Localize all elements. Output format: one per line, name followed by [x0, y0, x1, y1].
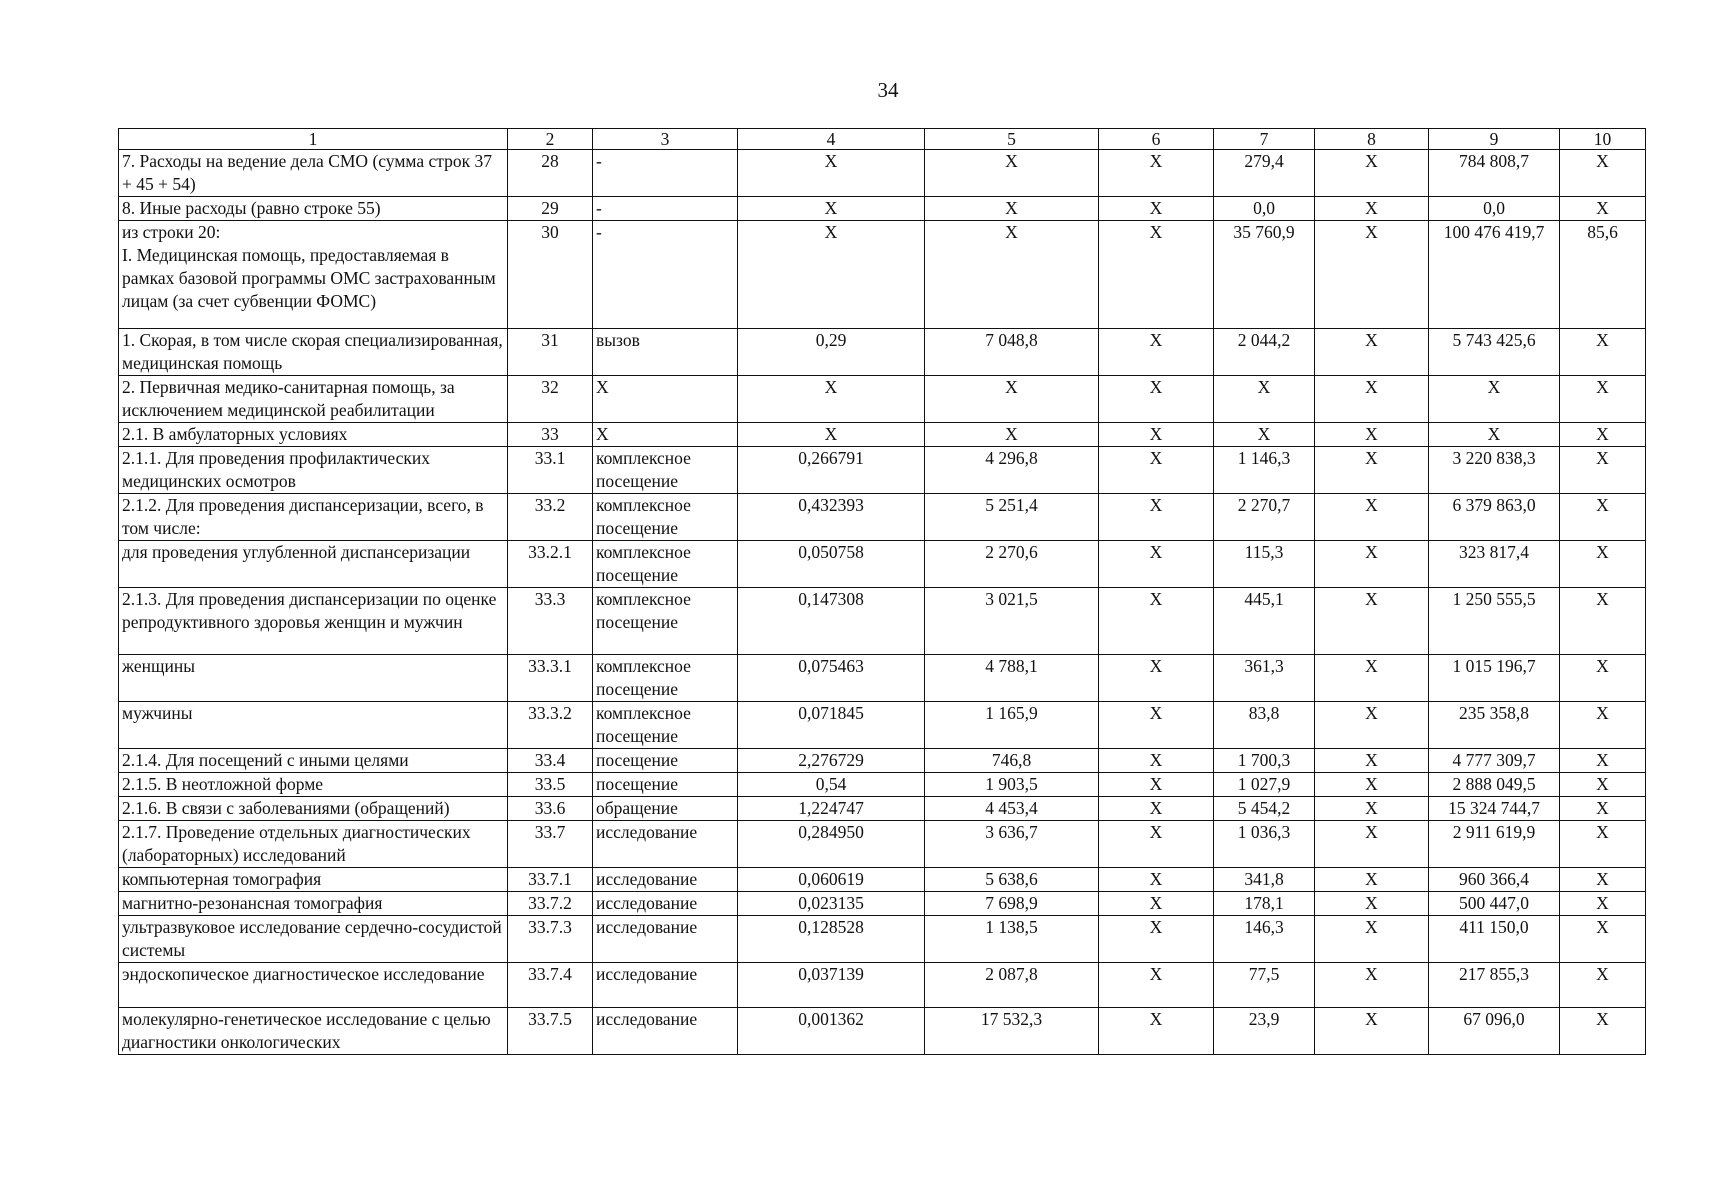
table-cell: 2 270,7 — [1214, 494, 1315, 541]
table-cell: 0,050758 — [738, 541, 925, 588]
table-cell: 29 — [508, 197, 593, 221]
table-cell: 1 700,3 — [1214, 749, 1315, 773]
table-row — [119, 702, 1646, 749]
table-row — [119, 797, 1646, 821]
table-cell: 1 250 555,5 — [1429, 588, 1560, 655]
table-cell: X — [738, 150, 925, 197]
table-cell: 3 220 838,3 — [1429, 447, 1560, 494]
table-cell: 0,075463 — [738, 655, 925, 702]
table-cell: ультразвуковое исследование сердечно-сосудистой системы — [119, 916, 508, 963]
table-cell: X — [1099, 221, 1214, 329]
table-cell: - — [593, 150, 738, 197]
table-cell: 6 379 863,0 — [1429, 494, 1560, 541]
table-cell: X — [1099, 376, 1214, 423]
table-cell: 1 036,3 — [1214, 821, 1315, 868]
table-cell: - — [593, 221, 738, 329]
header-row — [119, 129, 1646, 150]
table-cell: X — [925, 423, 1099, 447]
table-cell: X — [1315, 963, 1429, 1008]
table-cell: 33.3.1 — [508, 655, 593, 702]
table-cell: 0,060619 — [738, 868, 925, 892]
page-number: 34 — [877, 78, 899, 102]
table-cell: X — [1099, 868, 1214, 892]
table-cell: X — [1315, 702, 1429, 749]
table-cell: 1 138,5 — [925, 916, 1099, 963]
table-cell: X — [1099, 916, 1214, 963]
table-cell: X — [1099, 963, 1214, 1008]
table-cell: X — [1315, 773, 1429, 797]
table-cell: 33.7 — [508, 821, 593, 868]
table-cell: 1 165,9 — [925, 702, 1099, 749]
table-cell: 33.1 — [508, 447, 593, 494]
table-cell: X — [925, 221, 1099, 329]
table-cell: 15 324 744,7 — [1429, 797, 1560, 821]
table-cell: X — [738, 197, 925, 221]
table-cell: X — [1315, 221, 1429, 329]
table-cell: X — [1560, 447, 1646, 494]
table-row — [119, 494, 1646, 541]
table-cell: X — [925, 197, 1099, 221]
table-cell: X — [1099, 821, 1214, 868]
table-cell: X — [1560, 773, 1646, 797]
table-cell: 85,6 — [1560, 221, 1646, 329]
table-cell: 7 048,8 — [925, 329, 1099, 376]
table-cell: 2.1.4. Для посещений с иными целями — [119, 749, 508, 773]
table-cell: 28 — [508, 150, 593, 197]
table-cell: 279,4 — [1214, 150, 1315, 197]
column-header: 9 — [1429, 129, 1560, 150]
table-cell: X — [1560, 821, 1646, 868]
table-cell: X — [1315, 868, 1429, 892]
table-cell: 5 251,4 — [925, 494, 1099, 541]
table-cell: из строки 20: I. Медицинская помощь, предоставляемая в рамках базовой программы ОМС застрахованным лицам (за счет субвенции ФОМС) — [119, 221, 508, 329]
table-cell: 23,9 — [1214, 1008, 1315, 1055]
table-cell: 100 476 419,7 — [1429, 221, 1560, 329]
table-cell: X — [1099, 702, 1214, 749]
table-cell: 0,147308 — [738, 588, 925, 655]
table-cell: 361,3 — [1214, 655, 1315, 702]
table-row — [119, 541, 1646, 588]
table-cell: 2 888 049,5 — [1429, 773, 1560, 797]
table-cell: 0,001362 — [738, 1008, 925, 1055]
table-cell: 2 087,8 — [925, 963, 1099, 1008]
table-cell: 2.1.2. Для проведения диспансеризации, всего, в том числе: — [119, 494, 508, 541]
table-row — [119, 1008, 1646, 1055]
table-cell: X — [1214, 376, 1315, 423]
table-cell: X — [1099, 423, 1214, 447]
table-cell: 17 532,3 — [925, 1008, 1099, 1055]
table-cell: 1. Скорая, в том числе скорая специализированная, медицинская помощь — [119, 329, 508, 376]
table-cell: X — [1315, 749, 1429, 773]
table-cell: эндоскопическое диагностическое исследование — [119, 963, 508, 1008]
table-row — [119, 329, 1646, 376]
table-cell: 33.2.1 — [508, 541, 593, 588]
table-cell: комплексное посещение — [593, 702, 738, 749]
table-cell: комплексное посещение — [593, 655, 738, 702]
column-header: 4 — [738, 129, 925, 150]
column-header: 1 — [119, 129, 508, 150]
table-cell: 33 — [508, 423, 593, 447]
table-cell: 32 — [508, 376, 593, 423]
table-cell: 784 808,7 — [1429, 150, 1560, 197]
table-cell: 2.1.6. В связи с заболеваниями (обращений) — [119, 797, 508, 821]
table-cell: X — [1099, 773, 1214, 797]
table-cell: - — [593, 197, 738, 221]
table-cell: 1 146,3 — [1214, 447, 1315, 494]
table-cell: 0,266791 — [738, 447, 925, 494]
table-cell: X — [1560, 892, 1646, 916]
table-cell: 2,276729 — [738, 749, 925, 773]
table-cell: X — [1560, 588, 1646, 655]
table-cell: X — [1560, 494, 1646, 541]
table-row — [119, 197, 1646, 221]
table-cell: 0,54 — [738, 773, 925, 797]
table-cell: 2 044,2 — [1214, 329, 1315, 376]
table-row — [119, 221, 1646, 329]
table-cell: X — [1099, 494, 1214, 541]
table-cell: 33.2 — [508, 494, 593, 541]
table-cell: X — [1315, 197, 1429, 221]
table-cell: X — [1560, 655, 1646, 702]
table-cell: 0,0 — [1429, 197, 1560, 221]
table-cell: обращение — [593, 797, 738, 821]
table-cell: 0,0 — [1214, 197, 1315, 221]
table-cell: 7 698,9 — [925, 892, 1099, 916]
table-cell: комплексное посещение — [593, 494, 738, 541]
table-cell: 33.7.3 — [508, 916, 593, 963]
table-cell: X — [1315, 150, 1429, 197]
table-cell: комплексное посещение — [593, 447, 738, 494]
table-cell: исследование — [593, 1008, 738, 1055]
table-cell: X — [738, 221, 925, 329]
table-cell: 0,128528 — [738, 916, 925, 963]
table-cell: 77,5 — [1214, 963, 1315, 1008]
table-cell: 0,023135 — [738, 892, 925, 916]
table-cell: 0,29 — [738, 329, 925, 376]
table-cell: X — [593, 423, 738, 447]
table-cell: 0,284950 — [738, 821, 925, 868]
table-cell: X — [1099, 797, 1214, 821]
column-header: 7 — [1214, 129, 1315, 150]
table-cell: X — [1560, 797, 1646, 821]
table-cell: X — [1315, 821, 1429, 868]
table-cell: 0,071845 — [738, 702, 925, 749]
table-cell: X — [1315, 541, 1429, 588]
table-cell: 746,8 — [925, 749, 1099, 773]
data-table — [118, 128, 1646, 1055]
column-header: 5 — [925, 129, 1099, 150]
table-cell: 178,1 — [1214, 892, 1315, 916]
table-cell: X — [738, 423, 925, 447]
table-cell: 2 911 619,9 — [1429, 821, 1560, 868]
table-cell: X — [1560, 541, 1646, 588]
table-cell: X — [1099, 541, 1214, 588]
table-cell: посещение — [593, 749, 738, 773]
table-cell: мужчины — [119, 702, 508, 749]
table-cell: X — [1315, 797, 1429, 821]
table-cell: 33.7.1 — [508, 868, 593, 892]
table-cell: X — [925, 150, 1099, 197]
table-cell: 217 855,3 — [1429, 963, 1560, 1008]
table-cell: молекулярно-генетическое исследование с целью диагностики онкологических — [119, 1008, 508, 1055]
table-cell: 4 788,1 — [925, 655, 1099, 702]
table-cell: X — [738, 376, 925, 423]
column-header: 2 — [508, 129, 593, 150]
table-row — [119, 376, 1646, 423]
table-cell: X — [1315, 588, 1429, 655]
table-row — [119, 150, 1646, 197]
table-cell: X — [1099, 1008, 1214, 1055]
table-cell: исследование — [593, 916, 738, 963]
table-cell: 5 743 425,6 — [1429, 329, 1560, 376]
table-cell: 2.1.7. Проведение отдельных диагностических (лабораторных) исследований — [119, 821, 508, 868]
table-row — [119, 749, 1646, 773]
table-cell: 4 453,4 — [925, 797, 1099, 821]
table-cell: X — [1099, 329, 1214, 376]
table-row — [119, 821, 1646, 868]
table-cell: 1,224747 — [738, 797, 925, 821]
column-header: 10 — [1560, 129, 1646, 150]
table-cell: X — [1560, 376, 1646, 423]
table-cell: 83,8 — [1214, 702, 1315, 749]
table-cell: 35 760,9 — [1214, 221, 1315, 329]
table-cell: 115,3 — [1214, 541, 1315, 588]
table-cell: магнитно-резонансная томография — [119, 892, 508, 916]
table-cell: X — [1315, 494, 1429, 541]
table-cell: 67 096,0 — [1429, 1008, 1560, 1055]
table-cell: 1 903,5 — [925, 773, 1099, 797]
table-cell: исследование — [593, 892, 738, 916]
table-cell: X — [1429, 376, 1560, 423]
table-cell: X — [1315, 376, 1429, 423]
table-cell: 2. Первичная медико-санитарная помощь, за исключением медицинской реабилитации — [119, 376, 508, 423]
table-cell: исследование — [593, 963, 738, 1008]
table-cell: 33.7.2 — [508, 892, 593, 916]
table-cell: 7. Расходы на ведение дела СМО (сумма строк 37 + 45 + 54) — [119, 150, 508, 197]
table-cell: компьютерная томография — [119, 868, 508, 892]
table-cell: X — [1099, 749, 1214, 773]
table-cell: 8. Иные расходы (равно строке 55) — [119, 197, 508, 221]
table-cell: X — [1560, 749, 1646, 773]
table-cell: X — [1315, 1008, 1429, 1055]
table-cell: X — [1560, 197, 1646, 221]
table-cell: для проведения углубленной диспансеризации — [119, 541, 508, 588]
table-cell: X — [1315, 447, 1429, 494]
table-cell: X — [1560, 150, 1646, 197]
table-cell: X — [1560, 868, 1646, 892]
table-cell: 2 270,6 — [925, 541, 1099, 588]
table-cell: X — [1315, 892, 1429, 916]
table-cell: X — [1315, 655, 1429, 702]
table-cell: исследование — [593, 868, 738, 892]
table-row — [119, 447, 1646, 494]
table-cell: 3 021,5 — [925, 588, 1099, 655]
table-cell: 4 296,8 — [925, 447, 1099, 494]
table-row — [119, 773, 1646, 797]
table-cell: X — [1429, 423, 1560, 447]
table-cell: 1 027,9 — [1214, 773, 1315, 797]
table-cell: 33.7.4 — [508, 963, 593, 1008]
table-cell: 2.1.1. Для проведения профилактических медицинских осмотров — [119, 447, 508, 494]
table-cell: комплексное посещение — [593, 588, 738, 655]
table-cell: X — [1560, 916, 1646, 963]
table-cell: 5 454,2 — [1214, 797, 1315, 821]
table-cell: X — [1560, 423, 1646, 447]
table-cell: X — [925, 376, 1099, 423]
table-row — [119, 868, 1646, 892]
table-cell: 2.1. В амбулаторных условиях — [119, 423, 508, 447]
table-cell: 445,1 — [1214, 588, 1315, 655]
table-cell: 0,432393 — [738, 494, 925, 541]
table-cell: X — [1560, 702, 1646, 749]
table-cell: X — [1560, 963, 1646, 1008]
table-cell: 341,8 — [1214, 868, 1315, 892]
table-cell: X — [1099, 150, 1214, 197]
table-cell: 33.5 — [508, 773, 593, 797]
table-cell: 1 015 196,7 — [1429, 655, 1560, 702]
table-cell: 2.1.5. В неотложной форме — [119, 773, 508, 797]
table-cell: женщины — [119, 655, 508, 702]
table-cell: 4 777 309,7 — [1429, 749, 1560, 773]
table-cell: 33.7.5 — [508, 1008, 593, 1055]
table-cell: X — [1560, 1008, 1646, 1055]
table-cell: 411 150,0 — [1429, 916, 1560, 963]
table-cell: X — [1099, 892, 1214, 916]
table-cell: комплексное посещение — [593, 541, 738, 588]
table-cell: 33.4 — [508, 749, 593, 773]
table-row — [119, 916, 1646, 963]
table-cell: 31 — [508, 329, 593, 376]
table-cell: X — [1315, 423, 1429, 447]
table-cell: X — [1099, 197, 1214, 221]
table-cell: X — [1315, 329, 1429, 376]
table-cell: X — [1560, 329, 1646, 376]
table-row — [119, 588, 1646, 655]
table-cell: X — [1315, 916, 1429, 963]
table-cell: 30 — [508, 221, 593, 329]
table-row — [119, 655, 1646, 702]
table-cell: X — [1099, 655, 1214, 702]
table-cell: 0,037139 — [738, 963, 925, 1008]
table-cell: 3 636,7 — [925, 821, 1099, 868]
table-cell: 2.1.3. Для проведения диспансеризации по оценке репродуктивного здоровья женщин и мужчин — [119, 588, 508, 655]
table-cell: X — [1099, 447, 1214, 494]
table-cell: 5 638,6 — [925, 868, 1099, 892]
table-cell: 960 366,4 — [1429, 868, 1560, 892]
column-header: 6 — [1099, 129, 1214, 150]
table-row — [119, 892, 1646, 916]
table-cell: вызов — [593, 329, 738, 376]
table-row — [119, 963, 1646, 1008]
column-header: 3 — [593, 129, 738, 150]
table-cell: X — [1214, 423, 1315, 447]
table-cell: X — [1099, 588, 1214, 655]
table-cell: 146,3 — [1214, 916, 1315, 963]
table-cell: посещение — [593, 773, 738, 797]
table-row — [119, 423, 1646, 447]
table-cell: 235 358,8 — [1429, 702, 1560, 749]
table-cell: 33.6 — [508, 797, 593, 821]
table-cell: 33.3.2 — [508, 702, 593, 749]
column-header: 8 — [1315, 129, 1429, 150]
table-cell: 323 817,4 — [1429, 541, 1560, 588]
table-cell: 500 447,0 — [1429, 892, 1560, 916]
table-cell: X — [593, 376, 738, 423]
table-cell: 33.3 — [508, 588, 593, 655]
table-cell: исследование — [593, 821, 738, 868]
